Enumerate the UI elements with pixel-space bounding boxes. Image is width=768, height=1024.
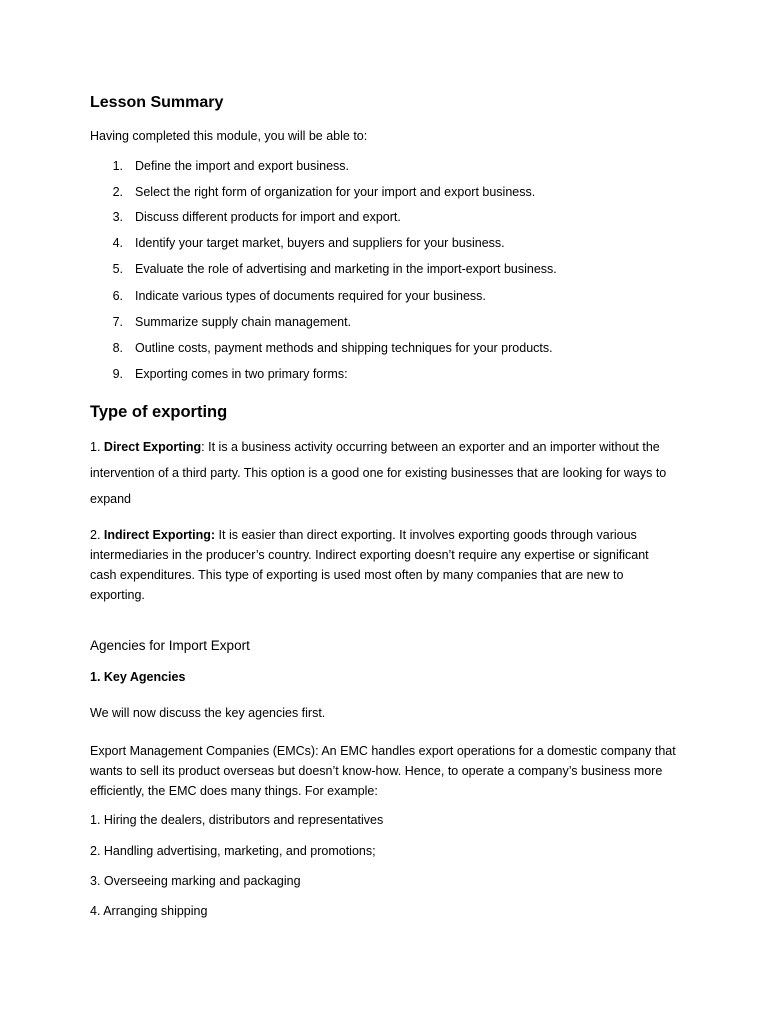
direct-exporting-text: : It is a business activity occurring between an exporter and an importer without the intervention of a third party. This option is a good one for existing businesses that are looking for ways to expand (90, 440, 667, 506)
indirect-exporting-text: It is easier than direct exporting. It involves exporting goods through various intermediaries in the producer’s country. Indirect exporting doesn’t require any expertise or significant cash expenditures. This type of exporting is used most often by many companies that are new to exporting. (90, 528, 649, 602)
indirect-exporting-number: 2. (90, 528, 101, 542)
emc-paragraph: Export Management Companies (EMCs): An EMC handles export operations for a domestic company that wants to sell its product overseas but doesn’t know-how. Hence, to operate a company’s business more efficiently, the EMC does many things. For example: (90, 744, 676, 798)
lesson-summary-heading: Lesson Summary (90, 94, 224, 111)
agencies-heading: Agencies for Import Export (90, 638, 250, 653)
direct-exporting-term: Direct Exporting (103, 440, 202, 454)
emc-item: 2. Handling advertising, marketing, and promotions; (90, 844, 376, 858)
direct-exporting-number: 1. (90, 440, 101, 454)
key-agencies-intro: We will now discuss the key agencies first. (90, 706, 326, 720)
emc-item: 1. Hiring the dealers, distributors and representatives (90, 813, 384, 827)
document-page: Lesson Summary Having completed this module, you will be able to: 1. Define the import and export business. 2. Select the right form of organization for your import and export business. 3. Discuss different products for import and export. 4. Identify your target market, buyers and suppliers for your business. 5. Evaluate the role of advertising and marketing in the import-export business. 6. Indicate various types of documents required for your business. 7. Summarize supply chain management. 8. Outline costs, payment methods and shipping techniques for your products. 9. Exporting comes in two primary forms: Type of exporting 1. Direct Exporting: It is a business activity occurring between an exporter and an importer without the intervention of a third party. This option is a good one for existing businesses that are looking for ways to expand 2. Indirect Exporting: It is easier than direct exporting. It involves exporting goods through various intermediaries in the producer’s country. Indirect exporting doesn’t require any expertise or significant cash expenditures. This type of exporting is used most often by many companies that are new to exporting. Agencies for Import Export 1. Key Agencies We will now discuss the key agencies first. Export Management Companies (EMCs): An EMC handles export operations for a domestic company that wants to sell its product overseas but doesn’t know-how. Hence, to operate a company’s business more efficiently, the EMC does many things. For example: 1. Hiring the dealers, distributors and representatives 2. Handling advertising, marketing, and promotions; 3. Overseeing marking and packaging 4. Arranging shipping (0, 0, 768, 1024)
emc-item: 4. Arranging shipping (90, 904, 208, 918)
type-of-exporting-heading: Type of exporting (90, 403, 228, 421)
key-agencies-heading: 1. Key Agencies (90, 670, 186, 684)
lesson-summary-intro: Having completed this module, you will be able to: (90, 129, 368, 143)
direct-exporting-paragraph (90, 434, 678, 512)
emc-item: 3. Overseeing marking and packaging (90, 874, 301, 888)
indirect-exporting-paragraph (90, 525, 678, 605)
indirect-exporting-term: Indirect Exporting: (103, 528, 216, 542)
